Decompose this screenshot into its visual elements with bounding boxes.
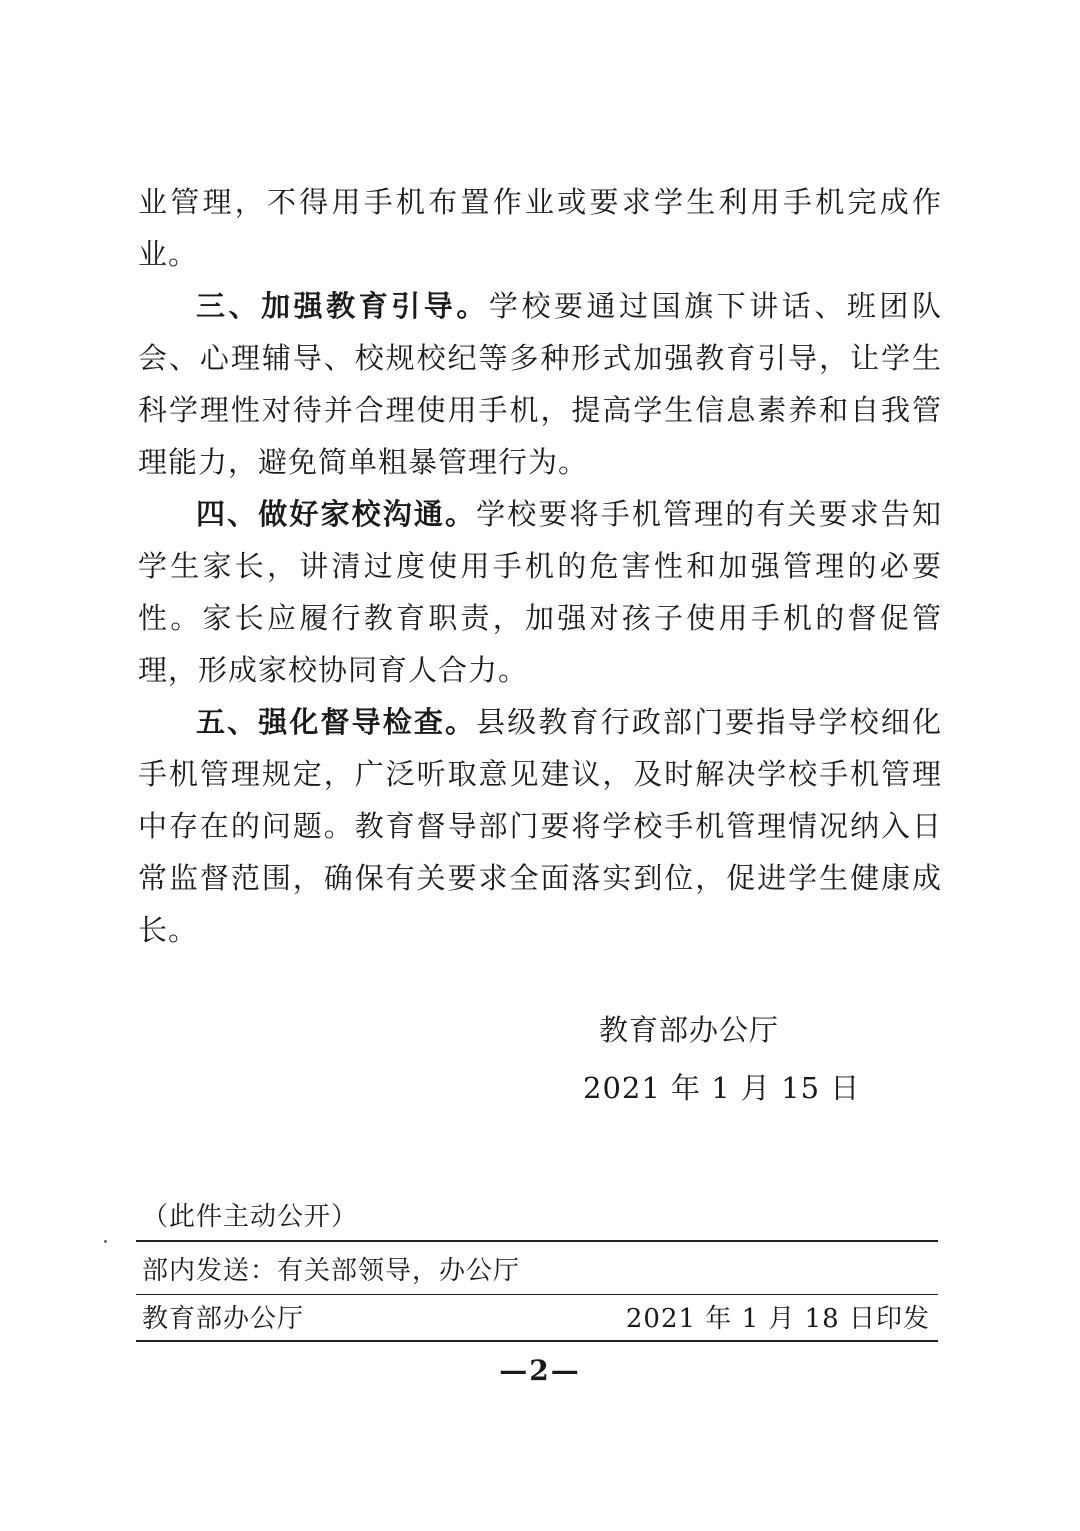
- public-disclosure-note: （此件主动公开）: [142, 1202, 359, 1232]
- print-date: 2021 年 1 月 18 日印发: [625, 1304, 930, 1334]
- distribution-list: 部内发送：有关部领导，办公厅: [142, 1256, 521, 1286]
- page-number: —2—: [499, 1354, 581, 1387]
- scan-speck: [104, 1240, 107, 1243]
- issuing-office: 教育部办公厅: [142, 1304, 305, 1334]
- paragraph-text: 学校要通过国旗下讲话、班团队会、心理辅导、校规校纪等多种形式加强教育引导，让学生科学理性对待并合理使用手机，提高学生信息素养和自我管理能力，避免简单粗暴管理行为。: [138, 289, 942, 479]
- signature-date: 2021 年 1 月 15 日: [583, 1071, 861, 1105]
- footer-rule-middle: [136, 1294, 938, 1295]
- paragraph-education-guidance: [138, 280, 942, 488]
- footer-rule-bottom: [136, 1340, 938, 1342]
- section-heading: 五、强化督导检查。: [196, 705, 477, 739]
- section-heading: 四、做好家校沟通。: [196, 497, 477, 531]
- paragraph-home-school-communication: [138, 488, 942, 696]
- paragraph-text: 县级教育行政部门要指导学校细化手机管理规定，广泛听取意见建议，及时解决学校手机管理中存在的问题。教育督导部门要将学校手机管理情况纳入日常监督范围，确保有关要求全面落实到位，促进学生健康成长。: [138, 705, 942, 947]
- paragraph-continuation: [138, 176, 942, 280]
- paragraph-text: 业管理，不得用手机布置作业或要求学生利用手机完成作业。: [138, 185, 942, 271]
- paragraph-supervision-inspection: [138, 696, 942, 956]
- paragraph-text: 学校要将手机管理的有关要求告知学生家长，讲清过度使用手机的危害性和加强管理的必要性。家长应履行教育职责，加强对孩子使用手机的督促管理，形成家校协同育人合力。: [138, 497, 942, 687]
- document-body: [138, 176, 942, 956]
- section-heading: 三、加强教育引导。: [196, 289, 489, 323]
- footer-rule-top: [136, 1240, 938, 1242]
- signature-organization: 教育部办公厅: [599, 1013, 780, 1047]
